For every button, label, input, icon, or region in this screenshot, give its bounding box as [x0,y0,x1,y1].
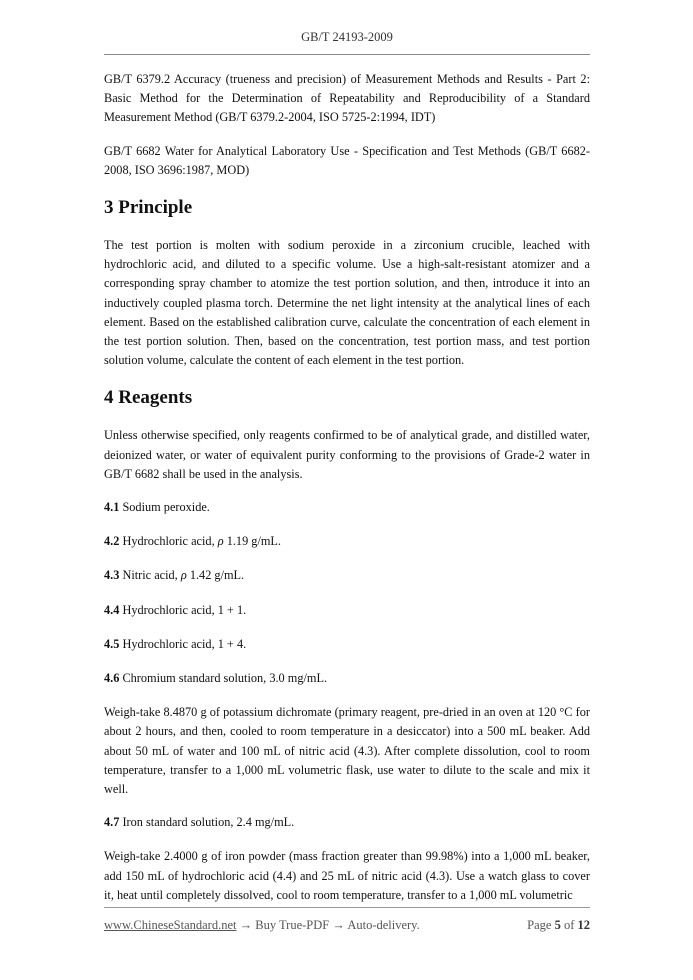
iron-solution-paragraph: Weigh-take 2.4000 g of iron powder (mass fraction greater than 99.98%) into a 1,000 mL beaker, add 150 mL of hydrochloric acid (4.4) and 25 mL of nitric acid (4.3). Use a watch glass to cover it, heat until completely dissolved, cool to room temperature, transfer to a 1,000 mL volumetric [104,849,590,902]
reagent-item-4-4: 4.4 Hydrochloric acid, 1 + 1. [104,602,247,617]
principle-paragraph: The test portion is molten with sodium peroxide in a zirconium crucible, leached with hydrochloric acid, and diluted to a specific volume. Use a high-salt-resistant atomizer and a corresponding spray chamber to atomize the test portion solution, and then, introduce it into an inductively coupled plasma torch. Determine the net light intensity at the analytical lines of each element. Based on the established calibration curve, calculate the concentration of each element in the test portion solution. Then, based on the concentration, test portion mass, and test portion solution volume, calculate the content of each element in the test portion. [104,238,590,368]
page-footer [104,918,590,933]
header-divider [104,54,590,55]
arrow-icon: → [329,918,348,932]
document-code: GB/T 24193-2009 [301,30,393,44]
buy-pdf-text: Buy True-PDF [255,918,330,932]
rho-symbol: ρ [180,568,187,583]
section-heading-principle: 3 Principle [104,197,193,219]
reagents-intro-paragraph: Unless otherwise specified, only reagents confirmed to be of analytical grade, and distilled water, deionized water, or water of equivalent purity conforming to the provisions of Grade-2 water in GB/T 6682 shall be used in the analysis. [104,428,590,481]
reagent-item-4-2: 4.2 Hydrochloric acid, ρ 1.19 g/mL. [104,534,282,549]
page-body [104,70,590,919]
page-header [104,30,590,45]
auto-delivery-text: Auto-delivery. [347,918,420,932]
footer-divider [104,907,590,908]
chromium-solution-paragraph: Weigh-take 8.4870 g of potassium dichromate (primary reagent, pre-dried in an oven at 120 °C for about 2 hours, and then, cooled to room temperature in a desiccator) into a 500 mL beaker. Add about 50 mL of water and 100 mL of nitric acid (4.3). After complete dissolution, cool to room temperature, transfer to a 1,000 mL volumetric flask, use water to dilute to the scale and mix it well. [104,705,590,797]
reference-gbt-6682: GB/T 6682 Water for Analytical Laboratory Use - Specification and Test Methods (GB/T 6682-2008, ISO 3696:1987, MOD) [104,143,590,177]
rho-symbol: ρ [217,534,224,549]
total-pages: 12 [577,918,590,932]
page-number: Page 5 of 12 [527,918,590,932]
reagent-item-4-5: 4.5 Hydrochloric acid, 1 + 4. [104,636,247,651]
arrow-icon: → [236,918,256,932]
site-link[interactable]: www.ChineseStandard.net [104,918,237,932]
reagent-item-4-7: 4.7 Iron standard solution, 2.4 mg/mL. [104,815,295,830]
reagent-item-4-3: 4.3 Nitric acid, ρ 1.42 g/mL. [104,568,245,583]
current-page: 5 [554,918,561,932]
section-heading-reagents: 4 Reagents [104,387,193,409]
reagent-item-4-1: 4.1 Sodium peroxide. [104,500,210,515]
reference-gbt-6379-2: GB/T 6379.2 Accuracy (trueness and precision) of Measurement Methods and Results - Part 2: Basic Method for the Determination of Repeatability and Reproducibility of a Standard Measurement Method (GB/T 6379.2-2004, ISO 5725-2:1994, IDT) [104,72,590,125]
reagent-item-4-6: 4.6 Chromium standard solution, 3.0 mg/mL. [104,671,328,686]
